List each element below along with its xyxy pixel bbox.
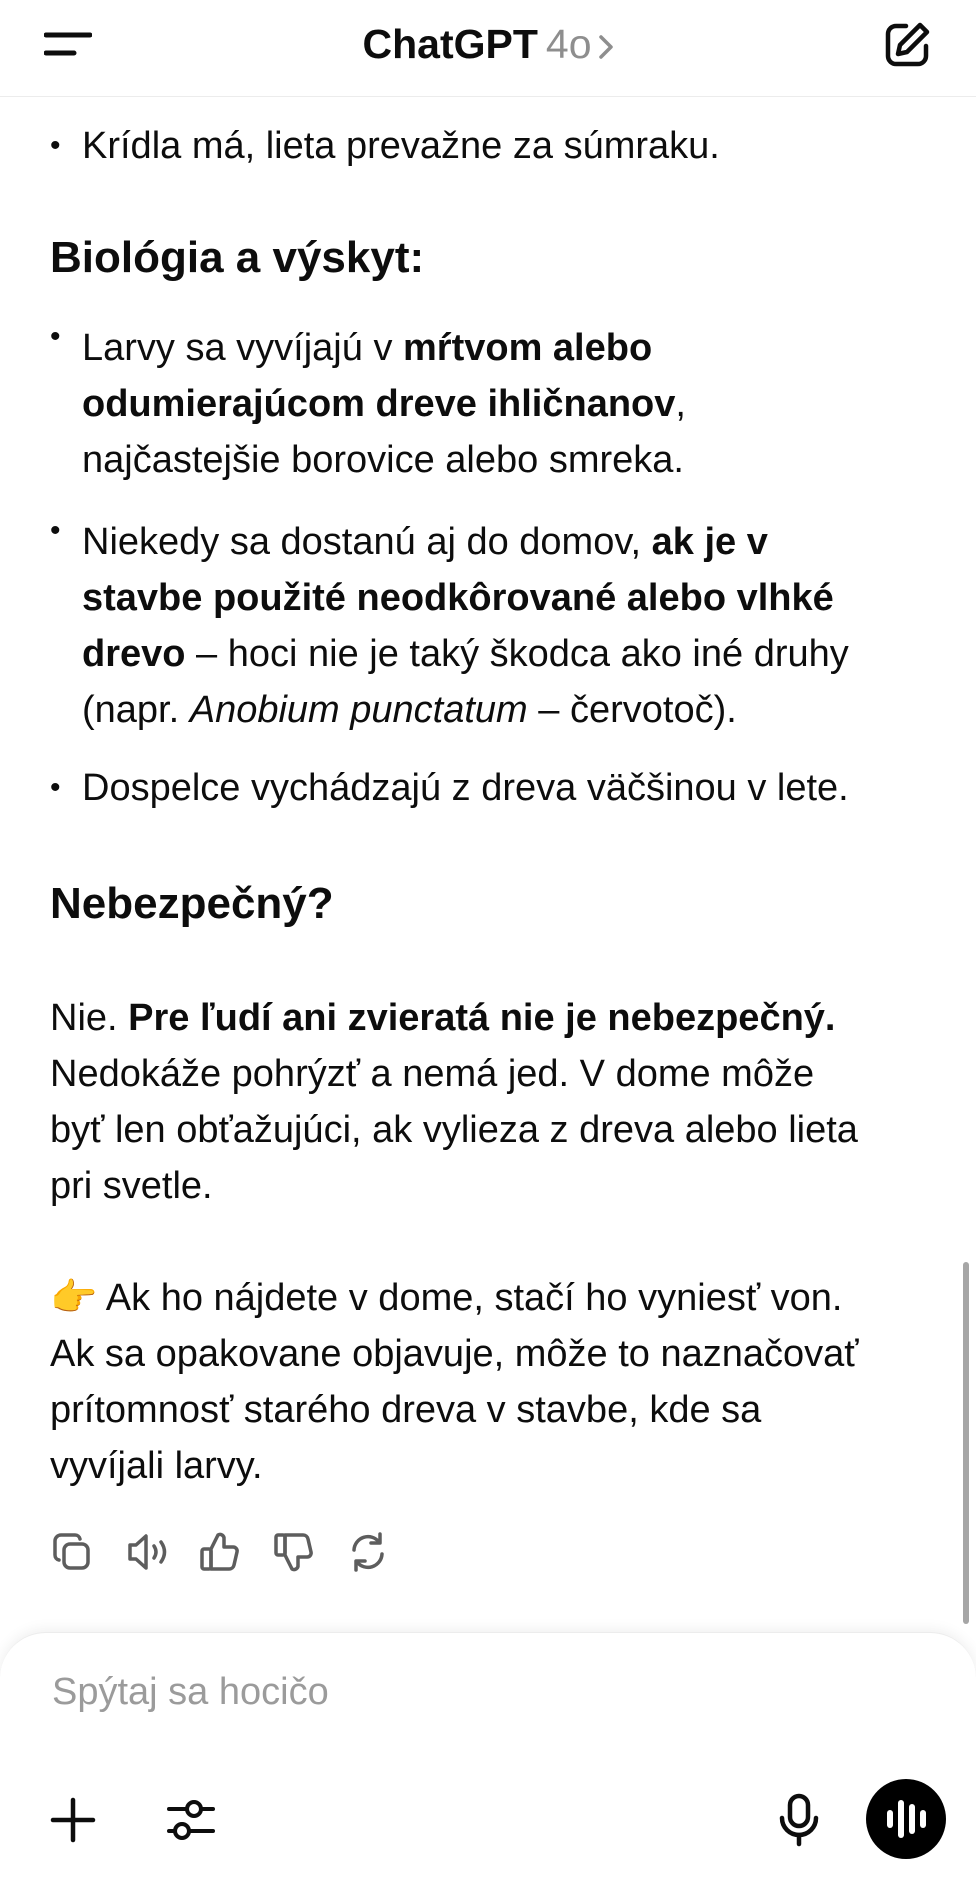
copy-icon[interactable] <box>50 1530 94 1574</box>
microphone-icon[interactable] <box>778 1793 820 1847</box>
new-chat-icon[interactable] <box>882 20 932 70</box>
top-bar <box>0 0 976 97</box>
scrollbar[interactable] <box>963 1262 969 1624</box>
pointing-hand-emoji: 👉 <box>50 1277 98 1319</box>
chevron-right-icon <box>598 34 614 60</box>
voice-mode-button[interactable] <box>866 1779 946 1859</box>
model-selector[interactable] <box>0 18 976 70</box>
tools-sliders-icon[interactable] <box>166 1795 216 1845</box>
regenerate-icon[interactable] <box>346 1530 390 1574</box>
list-item: • Larvy sa vyvíjajú v mŕtvom alebo odumierajúcom dreve ihličnanov, najčastejšie borovice alebo smreka. <box>50 320 962 488</box>
section-heading: Nebezpečný? <box>50 879 334 928</box>
list-item: • Krídla má, lieta prevažne za súmraku. <box>50 118 962 174</box>
waveform-icon <box>866 1779 946 1859</box>
message-actions <box>50 1530 450 1580</box>
paragraph: Nie. Pre ľudí ani zvieratá nie je nebezpečný. Nedokáže pohrýzť a nemá jed. V dome môže byť len obťažujúci, ak vylieza z dreva alebo lieta pri svetle. <box>50 997 858 1207</box>
plus-icon[interactable] <box>50 1797 96 1843</box>
section-heading: Biológia a výskyt: <box>50 233 425 282</box>
list-item: • Dospelce vychádzajú z dreva väčšinou v lete. <box>50 760 962 816</box>
speaker-icon[interactable] <box>124 1530 172 1574</box>
thumbs-up-icon[interactable] <box>198 1530 242 1574</box>
thumbs-down-icon[interactable] <box>272 1530 316 1574</box>
app-title: ChatGPT <box>362 21 538 67</box>
message-input[interactable] <box>50 1661 754 1723</box>
composer <box>0 1632 976 1879</box>
model-name: 4o <box>545 21 592 67</box>
paragraph: 👉 Ak ho nájdete v dome, stačí ho vyniesť von. Ak sa opakovane objavuje, môže to naznačovať prítomnosť starého dreva v stavbe, kde sa vyvíjali larvy. <box>50 1277 859 1487</box>
list-item: • Niekedy sa dostanú aj do domov, ak je v stavbe použité neodkôrované alebo vlhké drevo – hoci nie je taký škodca ako iné druhy (napr. Anobium punctatum – červotoč). <box>50 514 962 738</box>
